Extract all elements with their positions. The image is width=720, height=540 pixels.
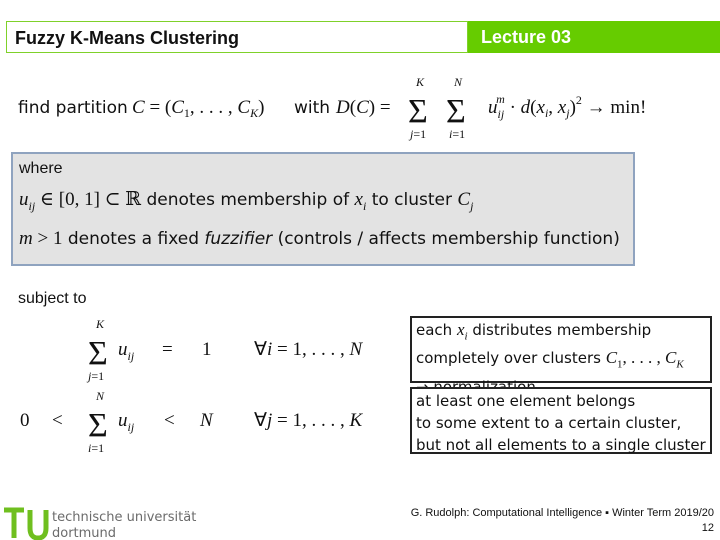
fuzzifier-emph: fuzzifier [204, 229, 273, 249]
svg-text:<: < [164, 410, 175, 431]
partition-formula [132, 97, 264, 120]
constraint-1 [86, 317, 364, 383]
slide-header [0, 0, 720, 55]
fuzzifier-definition: m > 1 denotes a fixed fuzzifier (controls / affects membership function) [19, 228, 620, 249]
svg-text:j=1: j=1 [410, 127, 427, 141]
note2-line2: to some extent to a certain cluster, [416, 414, 682, 432]
logo-line2: dortmund [52, 526, 117, 540]
title-box [6, 21, 468, 53]
note1-line1: each $x_i$ distributes membership [416, 320, 652, 343]
svg-text:Σ: Σ [88, 335, 108, 372]
svg-text:j=1: j=1 [88, 369, 105, 383]
note2-line1: at least one element belongs [416, 392, 636, 410]
to-cluster-text: to cluster [371, 190, 452, 210]
note2-line3: but not all elements to a single cluster [416, 436, 706, 454]
constraints [18, 314, 398, 459]
svg-text:N: N [454, 75, 463, 89]
tu-dortmund-logo [2, 504, 202, 540]
svg-text:uij: $u_{ij}$ [118, 410, 135, 434]
svg-text:C = (C1, . . . , CK): $C = (C_1$, . . . , $C_K$) [132, 97, 265, 120]
note1-line2: completely over clusters $C_1$, . . . , $C_K$ [416, 348, 684, 371]
logo-line1: technische universität [52, 510, 197, 525]
lecture-box [468, 21, 720, 53]
objective-formula [18, 72, 708, 142]
where-label: where [19, 160, 63, 177]
svg-text:<: < [52, 410, 63, 431]
svg-text:∀j = 1, . . . , K: ∀j = 1, . . . , K [254, 410, 363, 431]
lecture-label: Lecture 03 [481, 27, 572, 47]
svg-text:1: 1 [202, 339, 212, 360]
membership-definition: $u_{ij}$ ∈ [0, 1] ⊂ ℝ denotes membership of $x_i$ to cluster $C_j$ [19, 189, 474, 213]
svg-text:∀i = 1, . . . , N: ∀i = 1, . . . , N [254, 339, 363, 360]
fuzzifier-text: denotes a fixed [67, 229, 199, 249]
page-number: 12 [701, 522, 714, 534]
svg-text:N: N [200, 410, 213, 431]
find-text: find partition [18, 98, 128, 118]
svg-text:N: N [96, 389, 105, 403]
normalization-note [410, 316, 712, 383]
svg-text:0: 0 [20, 410, 30, 431]
objective-expression [335, 75, 646, 141]
svg-text:i=1: i=1 [449, 127, 466, 141]
svg-text:Σ: Σ [88, 407, 108, 444]
svg-text:Σ: Σ [446, 93, 466, 130]
svg-text:uijm · d(xi, xj)2 → min!: $u_{ij}m \cdot d(x_i$, $x_j)^2 \to \min$! [488, 92, 647, 121]
svg-text:D(C) =: D(C) = [336, 97, 391, 118]
svg-text:K: K [96, 317, 105, 331]
svg-text:Σ: Σ [408, 93, 428, 130]
membership-text: denotes membership of [146, 190, 350, 210]
subject-to-label: subject to [18, 290, 87, 307]
credit-line: G. Rudolph: Computational Intelligence ▪ Winter Term 2019/20 [410, 507, 714, 519]
with-text: with [294, 98, 331, 118]
where-box [11, 152, 635, 266]
constraint-2 [20, 389, 364, 455]
fuzzifier-note: (controls / affects membership function) [277, 229, 620, 249]
svg-text:=: = [162, 339, 173, 360]
svg-text:i=1: i=1 [88, 441, 105, 455]
cluster-note [410, 387, 712, 454]
svg-text:uij: $u_{ij}$ [118, 339, 135, 363]
svg-text:K: K [416, 75, 425, 89]
slide-title: Fuzzy K-Means Clustering [15, 28, 240, 48]
